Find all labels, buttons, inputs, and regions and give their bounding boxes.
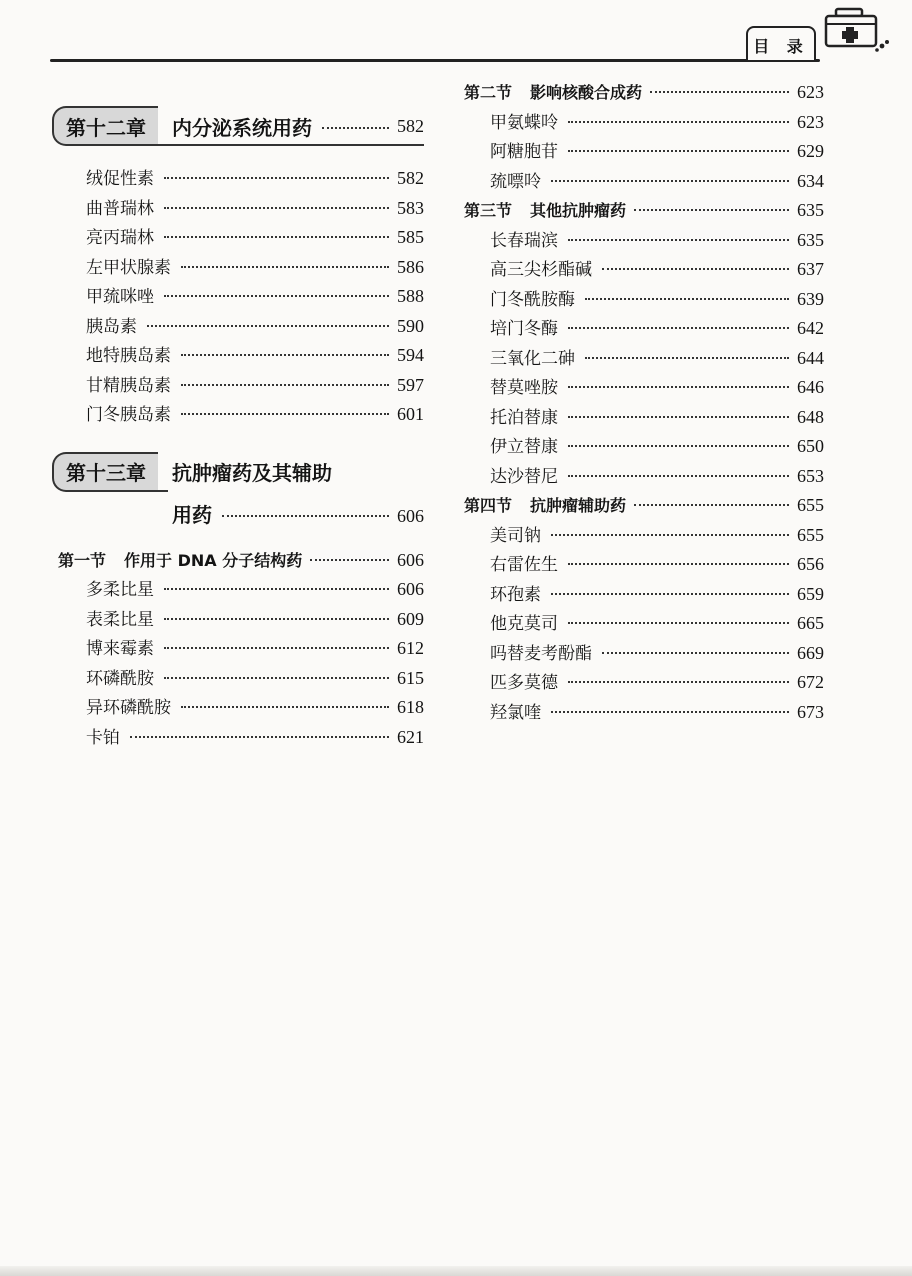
toc-entry-title: 曲普瑞林 [86, 198, 154, 219]
leader-dots [551, 711, 789, 713]
toc-entry-title: 环磷酰胺 [86, 668, 154, 689]
toc-entry-page: 585 [397, 227, 424, 247]
toc-entry-title: 胰岛素 [86, 316, 137, 337]
toc-entry[interactable] [52, 723, 424, 753]
section-3-page: 635 [797, 200, 824, 220]
toc-entry-title: 甘精胰岛素 [86, 375, 171, 396]
toc-entry-page: 615 [397, 667, 424, 688]
section-1-num: 第一节 [58, 550, 107, 570]
toc-entry[interactable] [464, 226, 824, 256]
header-tab-label: 目 录 [753, 37, 809, 56]
leader-dots [322, 127, 389, 129]
toc-entry-title: 托泊替康 [490, 407, 558, 428]
toc-entry-page: 623 [797, 111, 824, 132]
toc-entry-title: 三氧化二砷 [490, 348, 575, 369]
section-4-entries [464, 521, 824, 728]
leader-dots [585, 298, 789, 300]
toc-entry[interactable] [52, 693, 424, 723]
section-4-page: 655 [797, 495, 824, 515]
toc-entry-page: 639 [797, 288, 824, 309]
toc-entry[interactable] [464, 462, 824, 492]
toc-entry-title: 甲氨蝶呤 [490, 112, 558, 133]
first-aid-kit-icon [822, 6, 892, 52]
chapter-12-label: 第十二章 [52, 106, 158, 146]
toc-entry-page: 646 [797, 377, 824, 397]
toc-entry-page: 597 [397, 374, 424, 395]
toc-entry[interactable] [464, 344, 824, 374]
toc-entry-page: 650 [797, 436, 824, 456]
section-1-entries [52, 575, 424, 752]
toc-entry[interactable] [464, 108, 824, 138]
toc-entry[interactable] [52, 634, 424, 664]
toc-entry[interactable] [464, 550, 824, 580]
toc-entry[interactable] [52, 194, 424, 224]
chapter-12-page: 582 [397, 115, 424, 136]
toc-entry-page: 655 [797, 524, 824, 545]
toc-entry[interactable] [52, 164, 424, 194]
leader-dots [568, 622, 789, 624]
toc-entry-page: 588 [397, 286, 424, 306]
toc-entry-title: 吗替麦考酚酯 [490, 643, 592, 664]
toc-entry[interactable] [464, 255, 824, 285]
toc-entry-page: 644 [797, 347, 824, 368]
section-4-num: 第四节 [464, 496, 513, 515]
toc-entry[interactable] [52, 312, 424, 342]
toc-entry[interactable] [464, 137, 824, 167]
toc-entry-title: 匹多莫德 [490, 673, 558, 693]
section-2-title: 影响核酸合成药 [530, 83, 643, 102]
leader-dots [164, 236, 389, 238]
toc-entry[interactable] [52, 223, 424, 253]
section-3-title: 其他抗肿瘤药 [530, 201, 627, 220]
toc-entry-title: 巯嘌呤 [490, 171, 541, 192]
leader-dots [181, 413, 389, 415]
toc-entry-page: 634 [797, 170, 824, 191]
toc-entry-title: 左甲状腺素 [86, 257, 171, 278]
toc-entry-title: 环孢素 [490, 584, 541, 605]
chapter-13-heading[interactable] [52, 450, 424, 494]
section-3-num: 第三节 [464, 201, 513, 220]
toc-entry-title: 羟氯喹 [490, 702, 541, 723]
toc-entry-title: 门冬胰岛素 [86, 405, 171, 425]
leader-dots [130, 736, 389, 738]
toc-entry-title: 表柔比星 [86, 609, 154, 630]
leader-dots [585, 357, 789, 359]
toc-entry-title: 伊立替康 [490, 437, 558, 457]
leader-dots [222, 515, 389, 517]
toc-entry-title: 替莫唑胺 [490, 378, 558, 398]
toc-entry[interactable] [464, 403, 824, 433]
toc-entry-page: 642 [797, 318, 824, 338]
section-3-entries [464, 226, 824, 492]
section-2-num: 第二节 [464, 83, 513, 102]
toc-entry[interactable] [464, 314, 824, 344]
toc-entry-title: 培门冬酶 [490, 319, 558, 339]
leader-dots [551, 180, 789, 182]
leader-dots [634, 209, 789, 211]
toc-entry-title: 门冬酰胺酶 [490, 289, 575, 310]
leader-dots [650, 91, 789, 93]
toc-entry[interactable] [52, 341, 424, 371]
leader-dots [181, 384, 389, 386]
section-2-page: 623 [797, 82, 824, 102]
toc-entry-page: 669 [797, 642, 824, 663]
leader-dots [551, 534, 789, 536]
toc-entry-page: 618 [397, 697, 424, 717]
leader-dots [568, 563, 789, 565]
toc-entry-page: 612 [397, 638, 424, 658]
leader-dots [164, 177, 389, 179]
chapter-13-heading-cont[interactable] [52, 498, 424, 532]
toc-entry-page: 621 [397, 726, 424, 747]
toc-left-column [52, 104, 424, 752]
leader-dots [568, 681, 789, 683]
toc-entry-title: 多柔比星 [86, 580, 154, 600]
toc-entry[interactable] [464, 580, 824, 610]
chapter-12-heading[interactable] [52, 104, 424, 148]
leader-dots [310, 559, 389, 561]
toc-entry-title: 长春瑞滨 [490, 230, 558, 251]
toc-entry-page: 594 [397, 345, 424, 365]
toc-entry[interactable] [52, 400, 424, 430]
toc-entry-page: 609 [397, 608, 424, 629]
toc-entry[interactable] [464, 432, 824, 462]
toc-entry[interactable] [464, 639, 824, 669]
toc-entry[interactable] [464, 373, 824, 403]
chapter-13-label: 第十三章 [52, 452, 158, 492]
toc-entry-title: 甲巯咪唑 [86, 287, 154, 307]
section-1-page: 606 [397, 549, 424, 570]
leader-dots [164, 588, 389, 590]
toc-entry-page: 637 [797, 259, 824, 279]
toc-entry-page: 583 [397, 197, 424, 218]
leader-dots [602, 268, 789, 270]
leader-dots [551, 593, 789, 595]
toc-entry[interactable] [464, 698, 824, 728]
leader-dots [568, 327, 789, 329]
leader-dots [568, 121, 789, 123]
toc-entry[interactable] [52, 282, 424, 312]
toc-entry-title: 他克莫司 [490, 614, 558, 634]
toc-entry-title: 美司钠 [490, 525, 541, 546]
toc-entry-page: 665 [797, 613, 824, 633]
leader-dots [568, 475, 789, 477]
chapter-12-title: 内分泌系统用药 [172, 115, 312, 140]
toc-entry[interactable] [52, 605, 424, 635]
section-2-row[interactable] [464, 78, 824, 108]
section-2-entries [464, 108, 824, 197]
toc-entry-title: 异环磷酰胺 [86, 698, 171, 718]
chapter-13-title-line2: 用药 [172, 502, 212, 527]
leader-dots [181, 706, 389, 708]
toc-entry[interactable] [464, 285, 824, 315]
toc-entry[interactable] [464, 609, 824, 639]
section-4-row[interactable] [464, 491, 824, 521]
chapter-13-page: 606 [397, 505, 424, 526]
toc-entry-page: 656 [797, 554, 824, 574]
leader-dots [181, 354, 389, 356]
toc-entry-title: 地特胰岛素 [86, 346, 171, 366]
toc-entry-page: 653 [797, 465, 824, 486]
toc-entry-page: 659 [797, 583, 824, 604]
section-3-row[interactable] [464, 196, 824, 226]
toc-entry-title: 博来霉素 [86, 639, 154, 659]
leader-dots [164, 677, 389, 679]
leader-dots [164, 207, 389, 209]
toc-entry[interactable] [464, 167, 824, 197]
section-4-title: 抗肿瘤辅助药 [530, 496, 627, 515]
header-rule [50, 59, 820, 62]
toc-entry-page: 673 [797, 701, 824, 722]
toc-entry-page: 648 [797, 406, 824, 427]
toc-entry-page: 635 [797, 229, 824, 250]
toc-entry-title: 亮丙瑞林 [86, 228, 154, 248]
toc-entry-title: 绒促性素 [86, 169, 154, 189]
section-1-row[interactable] [52, 546, 424, 576]
toc-entry-page: 582 [397, 168, 424, 188]
leader-dots [164, 295, 389, 297]
leader-dots [164, 647, 389, 649]
leader-dots [568, 445, 789, 447]
leader-dots [602, 652, 789, 654]
toc-entry-title: 阿糖胞苷 [490, 142, 558, 162]
chapter-13-title-line1: 抗肿瘤药及其辅助 [172, 461, 332, 485]
toc-entry-title: 高三尖杉酯碱 [490, 260, 592, 280]
toc-entry[interactable] [52, 664, 424, 694]
leader-dots [568, 239, 789, 241]
toc-entry-title: 卡铂 [86, 727, 120, 748]
header-tab [746, 26, 816, 60]
toc-entry-title: 右雷佐生 [490, 555, 558, 575]
toc-entry-page: 672 [797, 672, 824, 692]
toc-entry-title: 达沙替尼 [490, 466, 558, 487]
toc-entry[interactable] [464, 521, 824, 551]
toc-entry[interactable] [52, 575, 424, 605]
leader-dots [568, 386, 789, 388]
leader-dots [164, 618, 389, 620]
toc-entry-page: 586 [397, 256, 424, 277]
toc-entry[interactable] [52, 371, 424, 401]
leader-dots [181, 266, 389, 268]
leader-dots [634, 504, 789, 506]
toc-entry-page: 629 [797, 141, 824, 161]
section-1-title: 作用于 DNA 分子结构药 [124, 550, 303, 570]
toc-entry-page: 601 [397, 404, 424, 424]
leader-dots [568, 150, 789, 152]
leader-dots [568, 416, 789, 418]
toc-entry-page: 606 [397, 579, 424, 599]
toc-right-column [464, 78, 824, 727]
chapter-12-entries [52, 164, 424, 430]
toc-entry[interactable] [52, 253, 424, 283]
toc-entry-page: 590 [397, 315, 424, 336]
toc-entry[interactable] [464, 668, 824, 698]
page-bottom-edge [0, 1266, 912, 1276]
leader-dots [147, 325, 389, 327]
